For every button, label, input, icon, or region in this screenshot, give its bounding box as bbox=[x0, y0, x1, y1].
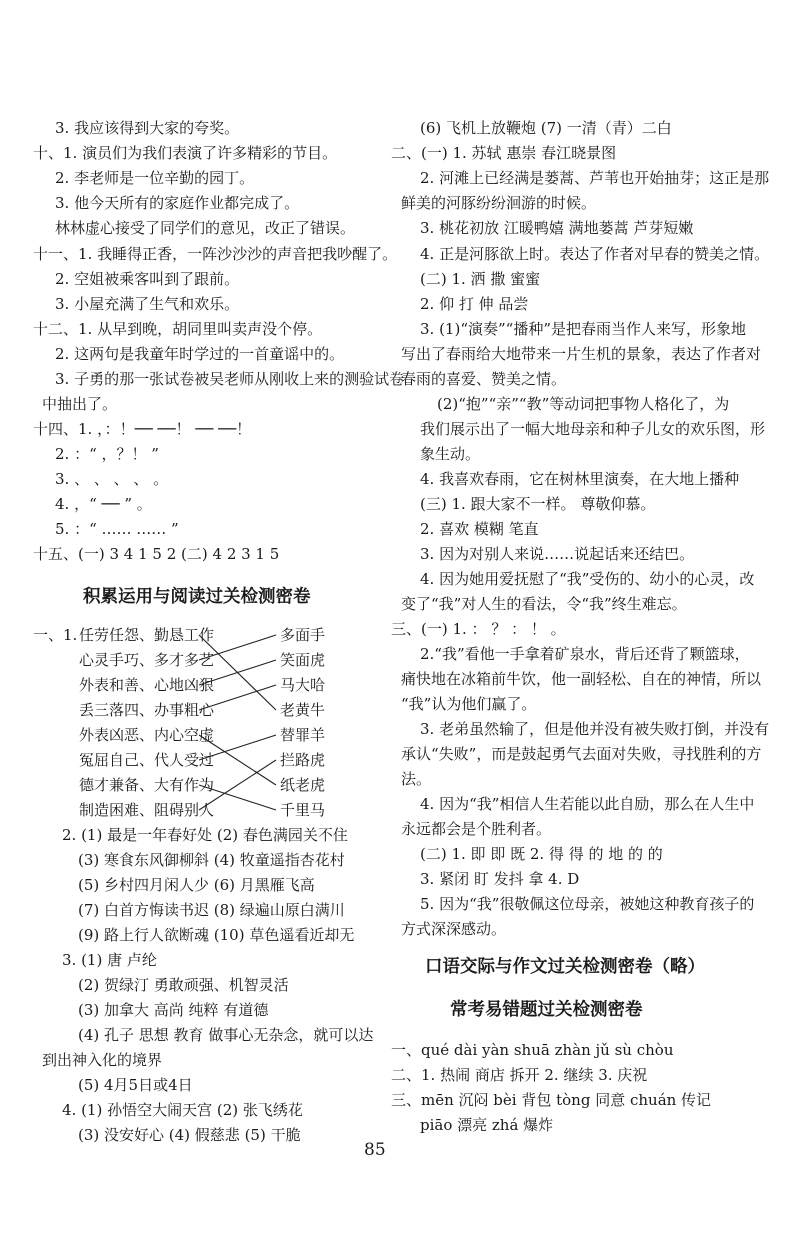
answer-line: 3. 我应该得到大家的夸奖。 bbox=[55, 119, 240, 137]
match-line bbox=[199, 785, 276, 810]
answer-line: 到出神入化的境界 bbox=[42, 1051, 163, 1069]
answer-line: (3) 寒食东风御柳斜 (4) 牧童遥指杏花村 bbox=[78, 851, 345, 869]
answer-line: 二、1. 热闹 商店 拆开 2. 继续 3. 庆祝 bbox=[391, 1066, 648, 1084]
match-left-item: 德才兼备、大有作为 bbox=[79, 776, 215, 794]
match-line bbox=[199, 735, 276, 785]
answer-line: 2. 李老师是一位辛勤的园丁。 bbox=[55, 169, 255, 187]
match-right-item: 老黄牛 bbox=[280, 701, 326, 719]
answer-line: 2. (1) 最是一年春好处 (2) 春色满园关不住 bbox=[62, 826, 348, 844]
section-title: 口语交际与作文过关检测密卷（略） bbox=[425, 957, 705, 977]
answer-line: 5. ：“ …… …… ” bbox=[55, 520, 179, 538]
answer-line: 象生动。 bbox=[420, 445, 481, 463]
answer-line: (7) 白首方悔读书迟 (8) 绿遍山原白满川 bbox=[78, 901, 345, 919]
match-left-item: 制造困难、阻碍别人 bbox=[79, 801, 215, 819]
answer-line: 4. 因为“我”相信人生若能以此自励，那么在人生中 bbox=[420, 795, 755, 813]
match-right-item: 多面手 bbox=[280, 626, 326, 644]
answer-line: 十二、1. 从早到晚，胡同里叫卖声没个停。 bbox=[33, 320, 323, 338]
answer-line: 2. ：“ ，？！ ” bbox=[55, 445, 159, 463]
match-right-item: 替罪羊 bbox=[280, 726, 326, 744]
answer-line: 3. (1)“演奏”“播种”是把春雨当作人来写，形象地 bbox=[420, 320, 747, 338]
answer-line: (2) 贺绿汀 勇敢顽强、机智灵活 bbox=[78, 976, 289, 994]
answer-line: (二) 1. 洒 撒 蜜蜜 bbox=[420, 270, 541, 288]
answer-line: 4. 正是河豚欲上时。表达了作者对早春的赞美之情。 bbox=[420, 245, 770, 263]
answer-line: 痛快地在冰箱前牛饮，他一副轻松、自在的神情，所以 bbox=[401, 670, 762, 688]
match-right-item: 笑面虎 bbox=[280, 651, 326, 669]
answer-line: (2)“抱”“亲”“教”等动词把事物人格化了，为 bbox=[437, 395, 730, 413]
answer-line: 十五、(一) 3 4 1 5 2 (二) 4 2 3 1 5 bbox=[33, 545, 280, 563]
match-left-item: 心灵手巧、多才多艺 bbox=[79, 651, 215, 669]
answer-line: 3. 紧闭 盯 发抖 拿 4. D bbox=[420, 870, 580, 888]
answer-line: (5) 4月5日或4日 bbox=[78, 1076, 193, 1094]
answer-line: 4. 我喜欢春雨，它在树林里演奏，在大地上播种 bbox=[420, 470, 740, 488]
match-left-item: 任劳任怨、勤恳工作 bbox=[79, 626, 215, 644]
answer-line: (5) 乡村四月闲人少 (6) 月黑雁飞高 bbox=[78, 876, 315, 894]
answer-line: 2. 仰 打 伸 品尝 bbox=[420, 295, 529, 313]
answer-line: 3. 桃花初放 江暖鸭嬉 满地蒌蒿 芦芽短嫩 bbox=[420, 219, 694, 237]
answer-line: 4. (1) 孙悟空大闹天宫 (2) 张飞绣花 bbox=[62, 1101, 303, 1119]
answer-line: (3) 加拿大 高尚 纯粹 有道德 bbox=[78, 1001, 269, 1019]
match-right-item: 马大哈 bbox=[280, 676, 326, 694]
answer-line: 3. 小屋充满了生气和欢乐。 bbox=[55, 295, 240, 313]
answer-line: 承认“失败”，而是鼓起勇气去面对失败，寻找胜利的方 bbox=[401, 745, 762, 763]
answer-line: (6) 飞机上放鞭炮 (7) 一清（青）二白 bbox=[420, 119, 672, 137]
answer-line: (3) 没安好心 (4) 假慈悲 (5) 干脆 bbox=[78, 1126, 301, 1144]
section-title: 常考易错题过关检测密卷 bbox=[450, 1000, 643, 1020]
answer-line: 二、(一) 1. 苏轼 惠崇 春江晓景图 bbox=[391, 144, 617, 162]
answer-line: 5. 因为“我”很敬佩这位母亲，被她这种教育孩子的 bbox=[420, 895, 755, 913]
answer-line: 三、(一) 1. ： ？ ： ！ 。 bbox=[391, 620, 566, 638]
answer-line: 鲜美的河豚纷纷洄游的时候。 bbox=[401, 194, 597, 212]
match-line bbox=[199, 635, 276, 660]
answer-line: 一、qué dài yàn shuā zhàn jǔ sù chòu bbox=[391, 1041, 674, 1059]
answer-line: 永远都会是个胜利者。 bbox=[401, 820, 552, 838]
answer-line: 4. ，“ ── ” 。 bbox=[55, 495, 152, 513]
answer-line: 2. 河滩上已经满是蒌蒿、芦苇也开始抽芽；这正是那 bbox=[420, 169, 770, 187]
answer-line: 写出了春雨给大地带来一片生机的景象，表达了作者对 bbox=[401, 345, 762, 363]
match-line bbox=[199, 760, 276, 810]
answer-line: 三、mēn 沉闷 bèi 背包 tòng 同意 chuán 传记 bbox=[391, 1091, 712, 1109]
page-number: 85 bbox=[364, 1140, 386, 1160]
question-number: 一、1. bbox=[33, 626, 78, 644]
answer-line: (9) 路上行人欲断魂 (10) 草色遥看近却无 bbox=[78, 926, 355, 944]
match-line bbox=[199, 660, 276, 685]
match-right-item: 纸老虎 bbox=[280, 776, 326, 794]
answer-line: 春雨的喜爱、赞美之情。 bbox=[401, 370, 567, 388]
answer-line: piāo 漂亮 zhá 爆炸 bbox=[420, 1116, 554, 1134]
answer-line: 中抽出了。 bbox=[42, 395, 118, 413]
match-left-item: 外表凶恶、内心空虚 bbox=[79, 726, 215, 744]
answer-line: 2. 喜欢 模糊 笔直 bbox=[420, 520, 539, 538]
answer-line: 3. (1) 唐 卢纶 bbox=[62, 951, 157, 969]
answer-line: 我们展示出了一幅大地母亲和种子儿女的欢乐图，形 bbox=[420, 420, 766, 438]
match-left-item: 外表和善、心地凶狠 bbox=[79, 676, 215, 694]
match-left-item: 冤屈自己、代人受过 bbox=[79, 751, 215, 769]
answer-line: 3. 、 、 、 、 。 bbox=[55, 470, 169, 488]
answer-line: 十四、1. ，：！── ──！ ── ──！ bbox=[33, 420, 252, 438]
answer-line: (二) 1. 即 即 既 2. 得 得 的 地 的 的 bbox=[420, 845, 663, 863]
answer-line: 十、1. 演员们为我们表演了许多精彩的节目。 bbox=[33, 144, 338, 162]
match-right-item: 拦路虎 bbox=[280, 751, 326, 769]
answer-line: 3. 老弟虽然输了，但是他并没有被失败打倒，并没有 bbox=[420, 720, 770, 738]
answer-line: 2. 空姐被乘客叫到了跟前。 bbox=[55, 270, 240, 288]
match-line bbox=[199, 735, 276, 760]
answer-line: 4. 因为她用爱抚慰了“我”受伤的、幼小的心灵，改 bbox=[420, 570, 755, 588]
answer-line: 法。 bbox=[401, 770, 432, 788]
answer-line: “我”认为他们赢了。 bbox=[401, 695, 537, 713]
answer-line: 3. 因为对别人来说……说起话来还结巴。 bbox=[420, 545, 695, 563]
match-line bbox=[199, 685, 276, 710]
answer-line: (4) 孔子 思想 教育 做事心无杂念，就可以达 bbox=[78, 1026, 374, 1044]
answer-line: 3. 子勇的那一张试卷被吴老师从刚收上来的测验试卷 bbox=[55, 370, 405, 388]
answer-line: (三) 1. 跟大家不一样。 尊敬仰慕。 bbox=[420, 495, 656, 513]
answer-line: 十一、1. 我睡得正香，一阵沙沙沙的声音把我吵醒了。 bbox=[33, 245, 398, 263]
section-title: 积累运用与阅读过关检测密卷 bbox=[83, 587, 311, 607]
answer-line: 2. 这两句是我童年时学过的一首童谣中的。 bbox=[55, 345, 345, 363]
answer-line: 2.“我”看他一手拿着矿泉水，背后还背了颗篮球， bbox=[420, 645, 750, 663]
answer-line: 方式深深感动。 bbox=[401, 920, 507, 938]
answer-line: 3. 他今天所有的家庭作业都完成了。 bbox=[55, 194, 300, 212]
answer-line: 变了“我”对人生的看法，令“我”终生难忘。 bbox=[401, 595, 687, 613]
match-right-item: 千里马 bbox=[280, 801, 326, 819]
match-left-item: 丢三落四、办事粗心 bbox=[79, 701, 215, 719]
answer-line: 林林虚心接受了同学们的意见，改正了错误。 bbox=[55, 219, 356, 237]
